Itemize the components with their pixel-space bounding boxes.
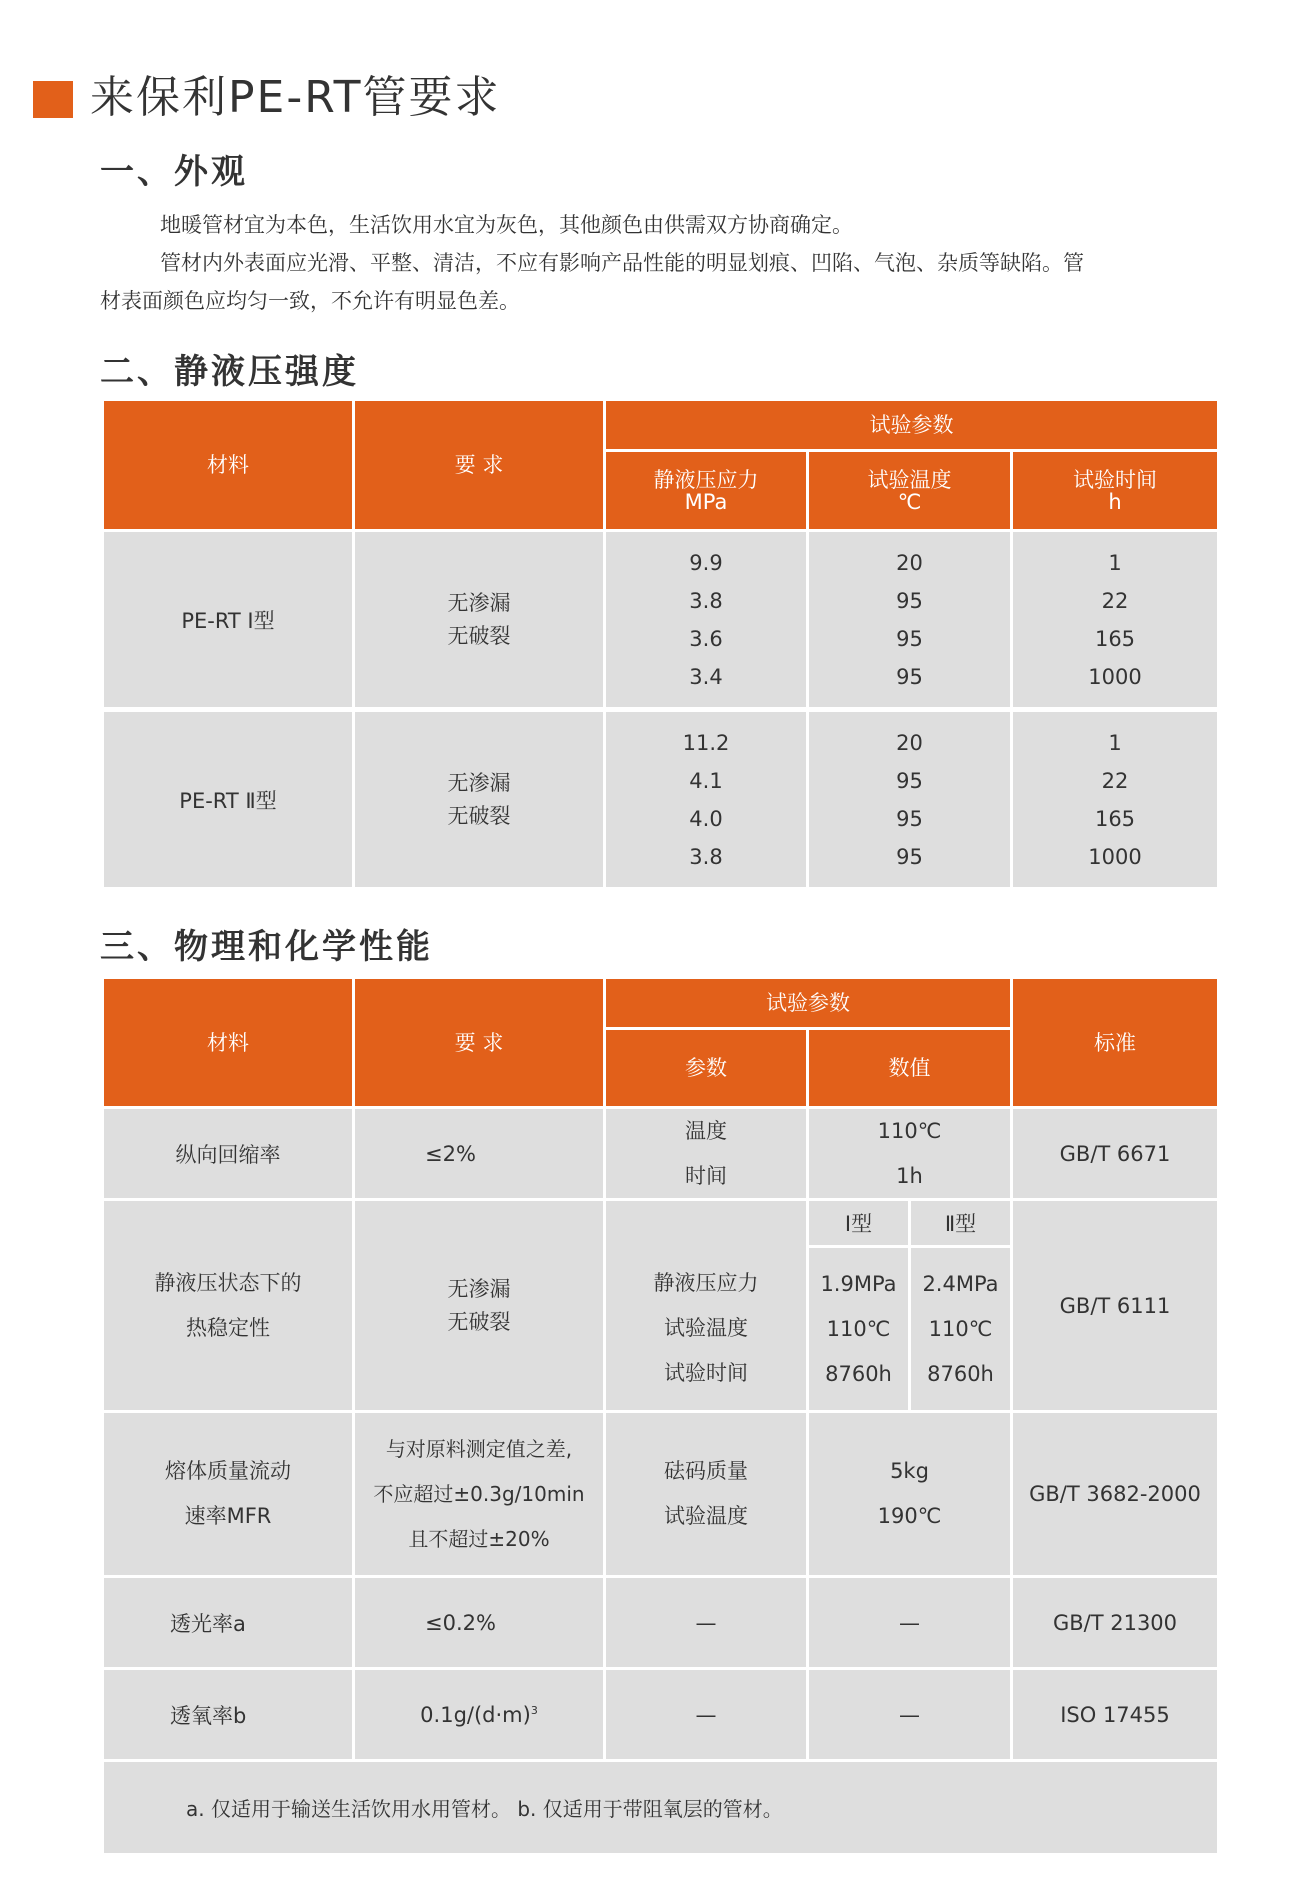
table-cell-standard: GB/T 6111: [1013, 1201, 1217, 1410]
table-cell-temperature: 20 95 95 95: [809, 712, 1010, 887]
table-cell-material: 透光率a: [104, 1578, 352, 1667]
header-test-params: 试验参数: [606, 401, 1217, 449]
table-cell-param: 温度 时间: [606, 1109, 806, 1198]
table-cell-value: —: [809, 1670, 1010, 1759]
table-cell-requirement: ≤2%: [355, 1109, 603, 1198]
table-cell-time: 1 22 165 1000: [1013, 712, 1217, 887]
table-cell-standard: GB/T 21300: [1013, 1578, 1217, 1667]
table-cell-param: —: [606, 1578, 806, 1667]
table-cell-stress: 9.9 3.8 3.6 3.4: [606, 532, 806, 707]
table-cell-standard: ISO 17455: [1013, 1670, 1217, 1759]
page-title: 来保利PE-RT管要求: [90, 72, 501, 123]
table-cell-requirement: 无渗漏 无破裂: [355, 1201, 603, 1410]
section3-title: 三、物理和化学性能: [100, 927, 433, 967]
table-cell-type1: Ⅰ型: [809, 1201, 908, 1245]
section1-title: 一、外观: [100, 152, 248, 192]
table-footnote: a. 仅适用于输送生活饮用水用管材。 b. 仅适用于带阻氧层的管材。: [104, 1762, 1217, 1853]
table-cell-type2: Ⅱ型: [911, 1201, 1010, 1245]
table-cell-stress: 11.2 4.1 4.0 3.8: [606, 712, 806, 887]
section1-para2-line2: 材表面颜色应均匀一致，不允许有明显色差。: [100, 289, 520, 313]
table-cell-temperature: 20 95 95 95: [809, 532, 1010, 707]
table-cell-material: 透氧率b: [104, 1670, 352, 1759]
superscript: 3: [530, 1703, 538, 1717]
title-square-icon: [33, 81, 73, 118]
table-cell-value: 110℃ 1h: [809, 1109, 1010, 1198]
header-standard: 标准: [1013, 979, 1217, 1106]
table-cell-requirement: ≤0.2%: [355, 1578, 603, 1667]
header-stress: 静液压应力 MPa: [606, 452, 806, 529]
section1-para2-line1: 管材内外表面应光滑、平整、清洁，不应有影响产品性能的明显划痕、凹陷、气泡、杂质等缺陷。管: [160, 251, 1084, 275]
table-cell-requirement: $0.1g/(d\cdot m)^3$: [355, 1670, 603, 1759]
table-cell-requirement: 与对原料测定值之差, 不应超过±0.3g/10min 且不超过±20%: [355, 1413, 603, 1575]
table-cell-standard: GB/T 3682-2000: [1013, 1413, 1217, 1575]
table-cell-material: PE-RT Ⅱ型: [104, 712, 352, 887]
table-cell-requirement: 无渗漏 无破裂: [355, 532, 603, 707]
header-temperature: 试验温度 ℃: [809, 452, 1010, 529]
table-cell-requirement: 无渗漏 无破裂: [355, 712, 603, 887]
table-cell-material: PE-RT Ⅰ型: [104, 532, 352, 707]
table-cell-value: —: [809, 1578, 1010, 1667]
header-material: 材料: [104, 401, 352, 529]
header-value: 数值: [809, 1030, 1010, 1106]
table-cell-param: 砝码质量 试验温度: [606, 1413, 806, 1575]
section2-title: 二、静液压强度: [100, 352, 359, 392]
table-cell-type1-values: 1.9MPa 110℃ 8760h: [809, 1248, 908, 1410]
table-cell-time: 1 22 165 1000: [1013, 532, 1217, 707]
table-cell-type2-values: 2.4MPa 110℃ 8760h: [911, 1248, 1010, 1410]
table-cell-material: 纵向回缩率: [104, 1109, 352, 1198]
section1-para1: 地暖管材宜为本色，生活饮用水宜为灰色，其他颜色由供需双方协商确定。: [160, 213, 853, 237]
header-param: 参数: [606, 1030, 806, 1106]
table-cell-param: —: [606, 1670, 806, 1759]
table-cell-material: 静液压状态下的 热稳定性: [104, 1201, 352, 1410]
table-cell-param: 静液压应力 试验温度 试验时间: [606, 1201, 806, 1410]
table-cell-material: 熔体质量流动 速率MFR: [104, 1413, 352, 1575]
header-requirement: 要 求: [355, 401, 603, 529]
table-cell-value: 5kg 190℃: [809, 1413, 1010, 1575]
header-material: 材料: [104, 979, 352, 1106]
header-requirement: 要 求: [355, 979, 603, 1106]
header-time: 试验时间 h: [1013, 452, 1217, 529]
table-cell-standard: GB/T 6671: [1013, 1109, 1217, 1198]
header-test-params: 试验参数: [606, 979, 1010, 1027]
